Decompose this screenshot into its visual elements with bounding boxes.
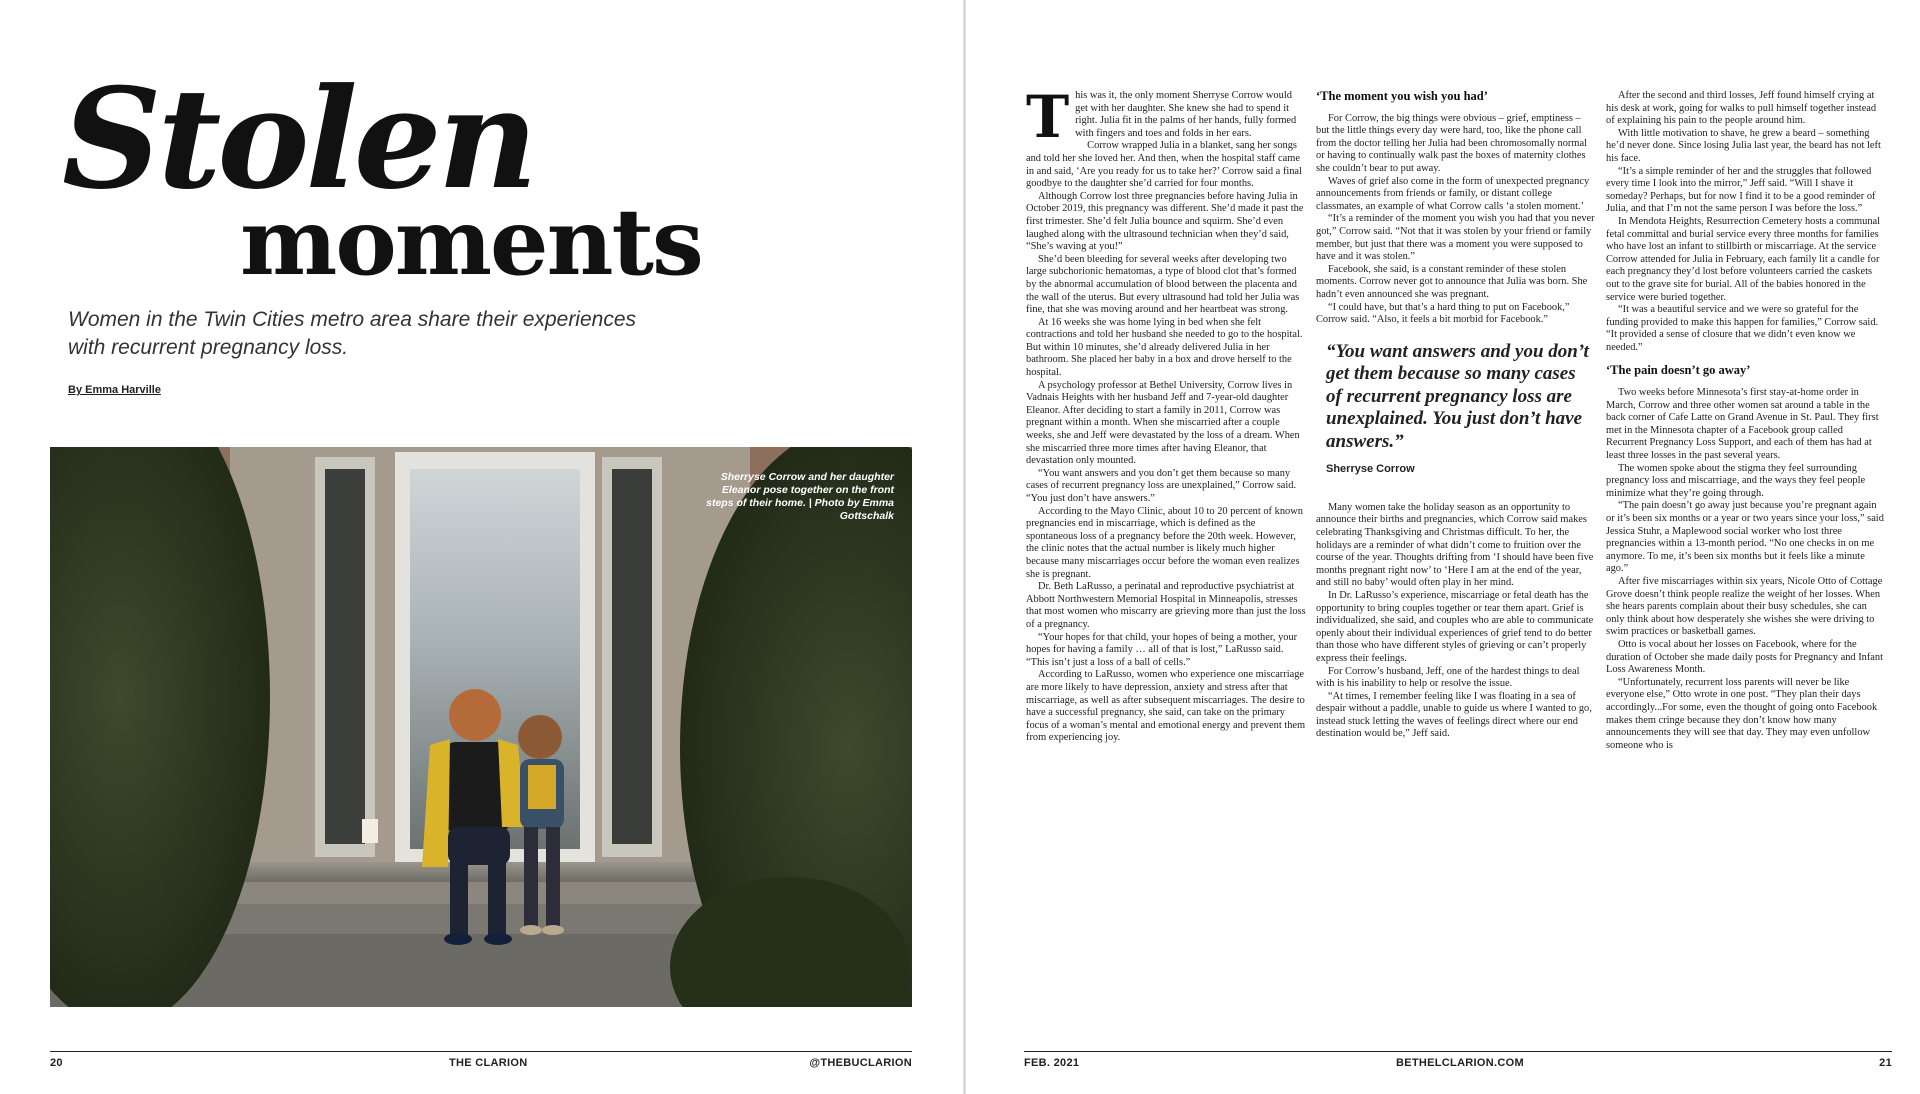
subhead: ‘The moment you wish you had’ bbox=[1316, 89, 1488, 103]
page-number: 20 bbox=[50, 1057, 63, 1069]
paragraph: Waves of grief also come in the form of unexpected pregnancy announcements from friends or family, or distant college classmates, an example of what Corrow calls ‘a stolen moment.’ bbox=[1316, 175, 1590, 212]
paragraph: “It was a beautiful service and we were so grateful for the funding provided to make this happen for families,” Corrow said. “It provided a sense of closure that we didn’t even know we needed.” bbox=[1606, 304, 1879, 353]
paragraph: In Dr. LaRusso’s experience, miscarriage or fetal death has the opportunity to bring couples together or tear them apart. Grief is individualized, she said, and couples who are able to communicate openly about their individual experiences of grief tend to do better than those who have different styles of grieving or can’t properly express their feelings. bbox=[1316, 589, 1594, 664]
byline: By Emma Harville bbox=[68, 384, 161, 396]
paragraph: After the second and third losses, Jeff found himself crying at his desk at work, going for walks to pull himself together instead of explaining his pain to the people around him. bbox=[1606, 90, 1877, 127]
paragraph: “It’s a simple reminder of her and the struggles that followed every time I look into the mirror,” Jeff said. “Will I shave it someday? Perhaps, but for now I find it to be a good reminder of Julia, and that I’m not the same person I was before the loss.” bbox=[1606, 165, 1876, 215]
paragraph: She’d been bleeding for several weeks after developing two large subchorionic hematomas, a type of blood clot that’s formed by the abnormal accumulation of blood between the placenta and the wall of the uterus. But every ultrasound had told her Julia was fine, that she was moving around and her heartbeat was strong. bbox=[1026, 253, 1300, 316]
paragraph: The women spoke about the stigma they feel surrounding pregnancy loss and miscarriage, and the ways they feel people minimize what they’re going through. bbox=[1606, 462, 1866, 499]
paragraph: After five miscarriages within six years, Nicole Otto of Cottage Grove doesn’t think people realize the weight of her losses. When she hears parents complain about their busy schedules, she can only think about how desperately she wishes she were driving to swim practices or basketball games. bbox=[1606, 575, 1883, 638]
article-dek: Women in the Twin Cities metro area share their experiences with recurrent pregnancy loss. bbox=[68, 308, 637, 359]
paragraph: “The pain doesn’t go away just because you’re pregnant again or it’s been six months or a year or two years since your loss,” said Jessica Stuhr, a Maplewood social worker who lost three pregnancies within a 13-month period. “No one checks in on me anymore. To me, it’s been six months but it feels like a minute ago.” bbox=[1606, 500, 1884, 575]
paragraph: his was it, the only moment Sherryse Corrow would get with her daughter. She knew she had to spend it right. Julia fit in the palms of her hands, fully formed with fingers and toes and folds in her ears. bbox=[1075, 90, 1297, 139]
right-page bbox=[966, 0, 1920, 1094]
paragraph: For Corrow’s husband, Jeff, one of the hardest things to deal with is his inability to help or resolve the issue. bbox=[1316, 665, 1580, 690]
paragraph: In Mendota Heights, Resurrection Cemetery hosts a communal fetal committal and burial service every three months for families who have lost an infant to stillbirth or miscarriage. At the service Corrow attended for Julia in February, each family lit a candle for each pregnancy they’d lost before volunteers carried the caskets out to the grave site for burial. All of the babies honored in the service were buried together. bbox=[1606, 215, 1881, 303]
paragraph: Two weeks before Minnesota’s first stay-at-home order in March, Corrow and three other women sat around a table in the back corner of Cafe Latte on Grand Avenue in St. Paul. They first met in the Minnesota chapter of a Facebook group called Recurrent Pregnancy Loss Support, and each of them has had at least three losses in the past several years. bbox=[1606, 387, 1879, 462]
paragraph: “It’s a reminder of the moment you wish you had that you never got,” Corrow said. “Not that it was stolen by your friend or family member, but just that there was a moment you were supposed to have and it was stolen.” bbox=[1316, 213, 1595, 263]
subhead: ‘The pain doesn’t go away’ bbox=[1606, 363, 1751, 378]
paragraph: “Your hopes for that child, your hopes of being a mother, your hopes for having a family … all of that is lost,” LaRusso said. “This isn’t just a loss of a ball of cells.” bbox=[1026, 631, 1298, 668]
paragraph: “Unfortunately, recurrent loss parents will never be like everyone else,” Otto wrote in one post. “They plan their days accordingly...For some, even the thought of going onto Facebook makes them cringe because they don’t know how many announcements they will see that day. They may even unfollow someone who is bbox=[1606, 676, 1878, 751]
paragraph: “At times, I remember feeling like I was floating in a sea of despair without a paddle, unable to guide us where I wanted to go, instead stuck letting the waves of feelings direct where our end destination would be,” Jeff said. bbox=[1316, 690, 1592, 740]
paragraph: Many women take the holiday season as an opportunity to announce their births and pregnancies, which Corrow said makes celebrating Thanksgiving and Christmas difficult. To her, the holidays are a reminder of what didn’t come to fruition over the course of the year. Thoughts drifting from ‘I should have been five months pregnant right now’ to ‘Here I am at the end of the year, and still no baby’ would often play in her mind. bbox=[1316, 501, 1594, 589]
feature-photo bbox=[50, 447, 912, 1007]
paragraph: At 16 weeks she was home lying in bed when she felt contractions and told her husband she needed to go to the hospital. But within 10 minutes, she’d already delivered Julia in her bathroom. She placed her baby in a box and drove herself to the hospital. bbox=[1026, 316, 1303, 379]
photo-illustration bbox=[50, 447, 912, 1007]
drop-cap: T bbox=[1026, 83, 1070, 151]
publication-name: THE CLARION bbox=[449, 1057, 528, 1069]
issue-date: FEB. 2021 bbox=[1024, 1057, 1080, 1069]
text-column-3 bbox=[1606, 90, 1886, 752]
paragraph: “I could have, but that’s a hard thing to put on Facebook,” Corrow said. “Also, it feels a bit morbid for Facebook.” bbox=[1316, 301, 1570, 326]
social-handle: @THEBUCLARION bbox=[809, 1057, 912, 1069]
paragraph: Corrow wrapped Julia in a blanket, sang her songs and told her she loved her. And then, when the hospital staff came in and said, ‘Are you ready for us to take her?’ Corrow said a final goodbye to the daughter she’d carried for four months. bbox=[1026, 140, 1302, 190]
paragraph: Dr. Beth LaRusso, a perinatal and reproductive psychiatrist at Abbott Northwestern Memorial Hospital in Minneapolis, stresses that most women who miscarry are grieving more than just the loss of a pregnancy. bbox=[1026, 581, 1306, 630]
photo-caption: Sherryse Corrow and her daughter Eleanor pose together on the front steps of their home. | Photo by Emma Gottschalk bbox=[706, 471, 894, 522]
text-column-1 bbox=[1026, 83, 1306, 745]
paragraph: According to LaRusso, women who experience one miscarriage are more likely to have depression, anxiety and stress after that miscarriage, as well as after subsequent miscarriages. The desire to have a successful pregnancy, she said, can take on the primary focus of a woman’s mental and emotional energy and prevent them from experiencing joy. bbox=[1026, 669, 1306, 744]
page-number: 21 bbox=[1879, 1057, 1892, 1069]
paragraph: Facebook, she said, is a constant reminder of these stolen moments. Corrow never got to announce that Julia was born. She hadn’t even announced she was pregnant. bbox=[1316, 263, 1588, 300]
paragraph: Although Corrow lost three pregnancies before having Julia in October 2019, this pregnancy was different. She’d made it past the first trimester. She’d felt Julia bounce and squirm. She’d even laughed along with the ultrasound technician when they’d said, “She’s waving at you!” bbox=[1026, 190, 1304, 253]
paragraph: According to the Mayo Clinic, about 10 to 20 percent of known pregnancies end in miscarriage, which is defined as the spontaneous loss of a pregnancy before the 20th week. However, the clinic notes that the actual number is likely much higher because many miscarriages occur before the woman even realizes she is pregnant. bbox=[1026, 505, 1303, 580]
headline-stolen: Stolen bbox=[62, 57, 535, 220]
footer-rule bbox=[50, 1051, 912, 1052]
paragraph: “You want answers and you don’t get them because so many cases of recurrent pregnancy loss are unexplained,” Corrow said. “You just don’t have answers.” bbox=[1026, 467, 1297, 504]
text-column-2 bbox=[1316, 90, 1596, 741]
pull-quote-attribution: Sherryse Corrow bbox=[1326, 463, 1415, 476]
paragraph: For Corrow, the big things were obvious – grief, emptiness – but the little things every day were hard, too, like the phone call from the doctor telling her Julia had been chromosomally normal or having to continually walk past the boxes of maternity clothes she couldn’t bear to put away. bbox=[1316, 112, 1587, 174]
paragraph: With little motivation to shave, he grew a beard – something he’d never done. Since losing Julia last year, the beard has not left his face. bbox=[1606, 127, 1881, 164]
headline-moments: moments bbox=[240, 188, 702, 296]
pull-quote: “You want answers and you don’t get them because so many cases of recurrent pregnancy loss are unexplained. You just don’t have answers.” bbox=[1326, 340, 1589, 452]
website: BETHELCLARION.COM bbox=[1396, 1057, 1524, 1069]
paragraph: Otto is vocal about her losses on Facebook, where for the duration of October she made daily posts for Pregnancy and Infant Loss Awareness Month. bbox=[1606, 638, 1884, 676]
footer-rule bbox=[1024, 1051, 1892, 1052]
paragraph: A psychology professor at Bethel University, Corrow lives in Vadnais Heights with her husband Jeff and 7-year-old daughter Eleanor. After deciding to start a family in 2011, Corrow was pregnant within a month. When she miscarried after a couple weeks, she and Jeff were devastated by the loss of a dream. When she miscarried three more times after having Eleanor, that devastation only mounted. bbox=[1026, 379, 1300, 467]
